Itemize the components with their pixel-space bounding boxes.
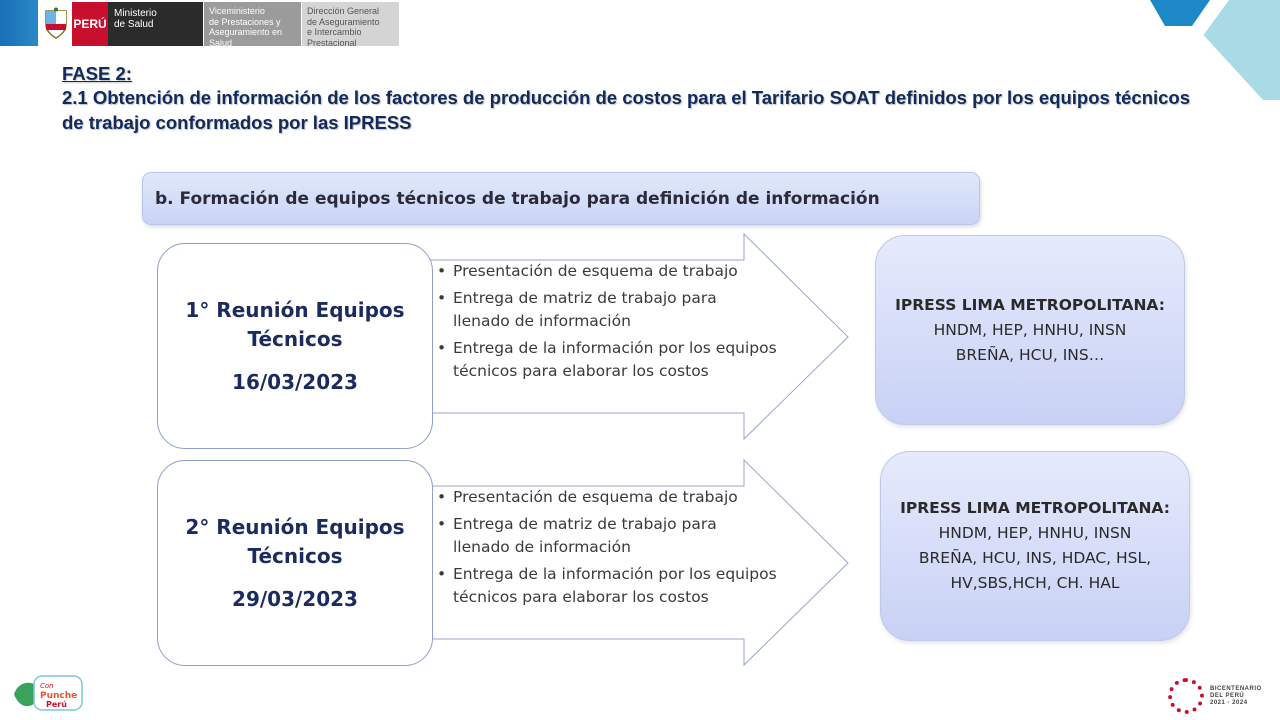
meeting-2-date: 29/03/2023 xyxy=(232,586,358,611)
list-item: • Entrega de matriz de trabajo para llenado de información xyxy=(437,513,777,559)
con-punche-peru-logo xyxy=(10,672,90,716)
header-left-accent xyxy=(0,0,38,46)
meeting-2-title: 2° Reunión Equipos Técnicos xyxy=(185,514,405,568)
ipress-2-title: IPRESS LIMA METROPOLITANA: xyxy=(900,499,1170,517)
bicentenario-emblem-icon xyxy=(1168,678,1204,714)
list-item: • Presentación de esquema de trabajo xyxy=(437,486,777,509)
meeting-2-box xyxy=(157,460,433,666)
government-logo-strip xyxy=(40,2,400,46)
list-item: • Entrega de matriz de trabajo para llenado de información xyxy=(437,287,777,333)
meeting-1-bullets xyxy=(437,260,777,387)
peru-label: PERÚ xyxy=(72,2,108,46)
header-right-accent-teal xyxy=(1195,0,1280,100)
ipress-box-2 xyxy=(880,451,1190,641)
list-item: • Presentación de esquema de trabajo xyxy=(437,260,777,283)
ipress-1-list: HNDM, HEP, HNHU, INSN BREÑA, HCU, INS… xyxy=(933,320,1127,364)
coat-of-arms-icon xyxy=(40,2,72,46)
section-banner: b. Formación de equipos técnicos de trabajo para definición de información xyxy=(142,172,980,225)
meeting-1-box xyxy=(157,243,433,449)
meeting-1-title: 1° Reunión Equipos Técnicos xyxy=(185,297,405,351)
svg-text:Punche: Punche xyxy=(40,691,78,701)
ipress-box-1 xyxy=(875,235,1185,425)
header-right-accent-blue xyxy=(1150,0,1210,26)
meeting-2-bullets xyxy=(437,486,777,613)
phase-label: FASE 2: xyxy=(62,63,132,84)
directorate-label: Dirección General de Aseguramiento e Intercambio Prestacional xyxy=(302,2,400,46)
meeting-1-date: 16/03/2023 xyxy=(232,369,358,394)
slide-title: 2.1 Obtención de información de los factores de producción de costos para el Tarifario SOAT definidos por los equipos técnicos de trabajo conformados por las IPRESS xyxy=(62,87,1191,133)
list-item: • Entrega de la información por los equipos técnicos para elaborar los costos xyxy=(437,563,777,609)
ipress-2-list: HNDM, HEP, HNHU, INSN BREÑA, HCU, INS, HDAC, HSL, HV,SBS,HCH, CH. HAL xyxy=(918,524,1152,592)
bicentenario-logo xyxy=(1168,678,1262,714)
svg-text:Con: Con xyxy=(40,682,54,690)
list-item: • Entrega de la información por los equipos técnicos para elaborar los costos xyxy=(437,337,777,383)
svg-text:Perú: Perú xyxy=(46,700,67,709)
ministry-label: Ministerio de Salud xyxy=(108,2,204,46)
slide-heading xyxy=(62,62,1202,135)
ipress-1-title: IPRESS LIMA METROPOLITANA: xyxy=(895,295,1165,314)
vice-ministry-label: Viceministerio de Prestaciones y Aseguramiento en Salud xyxy=(204,2,302,46)
bicentenario-label: BICENTENARIO DEL PERÚ 2021 - 2024 xyxy=(1210,685,1262,706)
